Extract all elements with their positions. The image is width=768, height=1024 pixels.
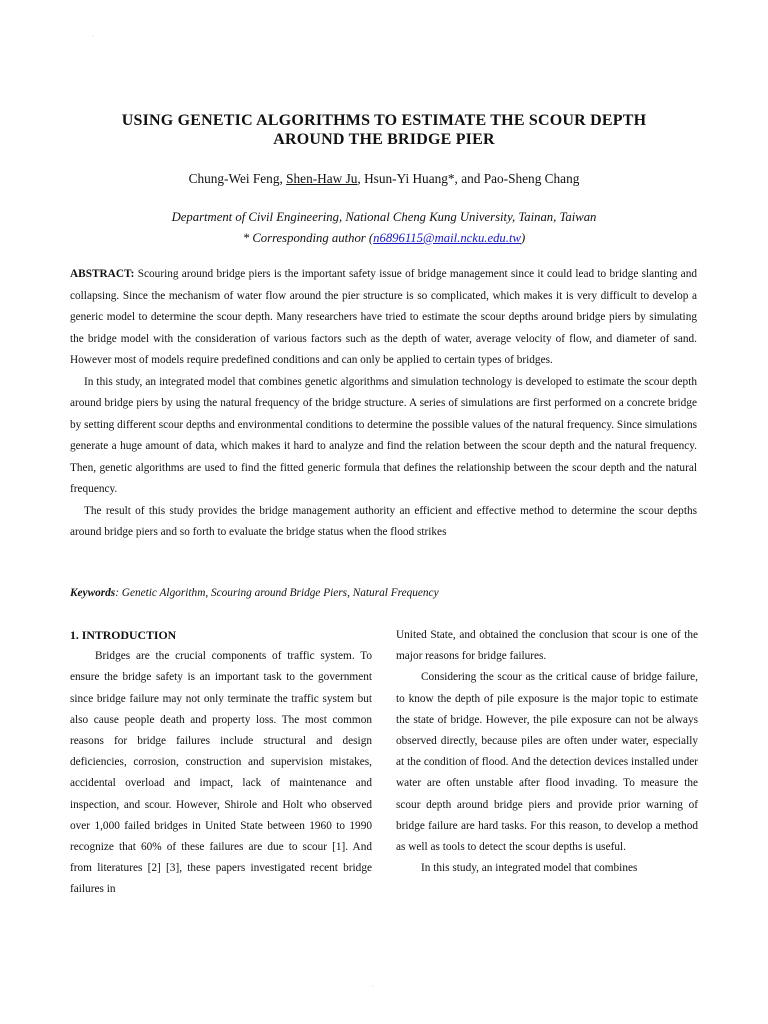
- abstract-label: ABSTRACT:: [70, 268, 135, 280]
- intro-paragraph-1-cont: United State, and obtained the conclusion that scour is one of the major reasons for bridge failures.: [396, 629, 698, 663]
- keywords-label: Keywords: [70, 587, 116, 599]
- abstract-p1-text: Scouring around bridge piers is the important safety issue of bridge management since it could lead to bridge slanting and collapsing. Since the mechanism of water flow around the pier structure is so complicated, which makes it is very difficult to develop a generic model to determine the scour depth. Many researchers have tried to estimate the scour depths around bridge piers by simulating the bridge model with the consideration of various factors such as the depth of water, average velocity of flow, and diameter of sand. However most of models require predefined conditions and can only be applied to certain types of bridges.: [70, 268, 697, 366]
- intro-paragraph-1: Bridges are the crucial components of traffic system. To ensure the bridge safety is an important task to the government since bridge failure may not only terminate the traffic system but also cause people death and property loss. The most common reasons for bridge failures include structural and design deficiencies, corrosion, construction and supervision mistakes, accidental overload and impact, lack of maintenance and inspection, and scour. However, Shirole and Holt who observed over 1,000 failed bridges in United State between 1960 to 1990 recognize that 60% of these failures are due to scour [1]. And from literatures [2] [3], these papers investigated recent bridge failures in: [70, 650, 372, 896]
- abstract: [70, 264, 697, 544]
- decor-mark-bottom: ·: [372, 984, 374, 990]
- intro-paragraph-3: In this study, an integrated model that combines: [421, 862, 638, 875]
- paper-title: [70, 111, 698, 149]
- affiliation-block: [70, 207, 698, 249]
- title-line-2: AROUND THE BRIDGE PIER: [273, 131, 495, 148]
- keywords: [70, 585, 697, 601]
- corr-prefix: * Corresponding author (: [242, 231, 374, 245]
- email-link[interactable]: n6896115@mail.ncku.edu.tw: [373, 231, 521, 245]
- column-left: [70, 625, 372, 901]
- abstract-paragraph-3: The result of this study provides the bridge management authority an efficient and effective method to determine the scour depths around bridge piers and so forth to evaluate the bridge status when the flood strikes: [70, 504, 697, 538]
- author-2-underlined: Shen-Haw Ju: [286, 171, 358, 186]
- corresponding-author: [70, 228, 698, 249]
- author-list: [70, 171, 698, 187]
- author-1: Chung-Wei Feng,: [188, 171, 287, 186]
- keywords-text: : Genetic Algorithm, Scouring around Bridge Piers, Natural Frequency: [115, 587, 439, 599]
- section-heading-introduction: 1. INTRODUCTION: [70, 628, 177, 642]
- corr-suffix: ): [520, 231, 526, 245]
- author-rest: , Hsun-Yi Huang*, and Pao-Sheng Chang: [357, 171, 580, 186]
- abstract-paragraph-1: [70, 264, 697, 372]
- title-line-1: USING GENETIC ALGORITHMS TO ESTIMATE THE SCOUR DEPTH: [121, 112, 647, 129]
- abstract-paragraph-2: In this study, an integrated model that combines genetic algorithms and simulation technology is developed to estimate the scour depth around bridge piers by using the natural frequency of the bridge structure. A series of simulations are first performed on a concrete bridge by setting different scour depths and environmental conditions to determine the possible values of the natural frequency. Since simulations generate a huge amount of data, which makes it hard to analyze and find the relation between the scour depth and the natural frequency. Then, genetic algorithms are used to find the fitted generic formula that defines the relationship between the scour depth and the natural frequency.: [70, 375, 697, 495]
- intro-paragraph-2: Considering the scour as the critical cause of bridge failure, to know the depth of pile exposure is the major topic to estimate the state of bridge. However, the pile exposure can not be always observed directly, because piles are often under water, especially at the condition of flood. And the detection devices installed under water are often unstable after flood invading. To measure the scour depth around bridge piers and provide prior warning of bridge failure are hard tasks. For this reason, to develop a method as well as tools to detect the scour depths is useful.: [396, 671, 698, 854]
- column-right: [396, 625, 698, 879]
- department: Department of Civil Engineering, National Cheng Kung University, Tainan, Taiwan: [171, 210, 597, 224]
- decor-mark-top: ·: [92, 34, 94, 40]
